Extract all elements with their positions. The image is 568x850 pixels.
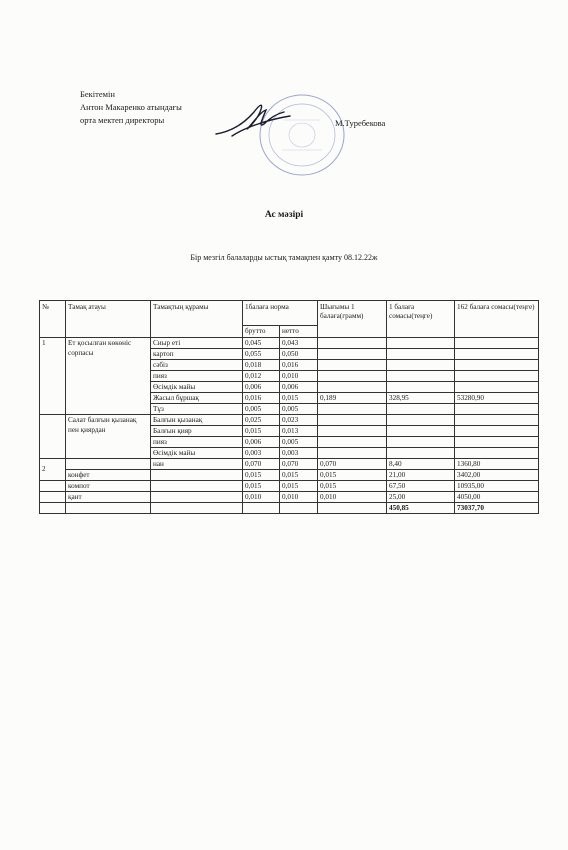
dish-name: конфет <box>66 470 151 481</box>
output-value <box>318 415 387 426</box>
gross-value: 0,010 <box>243 492 280 503</box>
price-1-value <box>387 338 455 349</box>
net-value: 0,050 <box>280 349 318 360</box>
ingredient-name: картоп <box>151 349 243 360</box>
price-162-value: 53280,90 <box>455 393 539 404</box>
price-1-value: 21,00 <box>387 470 455 481</box>
page-subtitle: Бір мезгіл балаларды ыстық тамақпен қамту 08.12.22ж <box>190 253 378 262</box>
table-row <box>40 415 539 426</box>
net-value: 0,015 <box>280 393 318 404</box>
output-value: 0,010 <box>318 492 387 503</box>
gross-value: 0,015 <box>243 481 280 492</box>
dish-number: 1 <box>40 338 66 415</box>
approval-block <box>80 88 182 127</box>
header-price-1: 1 балаға сомасы(теңге) <box>387 301 455 338</box>
table-row <box>40 481 539 492</box>
gross-value: 0,005 <box>243 404 280 415</box>
ingredient-name: Сиыр еті <box>151 338 243 349</box>
gross-value: 0,055 <box>243 349 280 360</box>
dish-name: компот <box>66 481 151 492</box>
dish-number <box>40 415 66 459</box>
ingredient-name: пияз <box>151 371 243 382</box>
gross-value: 0,045 <box>243 338 280 349</box>
ingredient-name: Балғын қияр <box>151 426 243 437</box>
dish-number: 2 <box>40 459 66 481</box>
price-162-value: 1360,80 <box>455 459 539 470</box>
output-value: 0,015 <box>318 481 387 492</box>
price-162-value <box>455 448 539 459</box>
output-value <box>318 371 387 382</box>
header-price-162: 162 балаға сомасы(теңге) <box>455 301 539 338</box>
ingredient-name: Тұз <box>151 404 243 415</box>
approval-label: Бекітемін <box>80 89 115 99</box>
dish-name <box>66 459 151 470</box>
price-1-value <box>387 426 455 437</box>
price-1-value: 328,95 <box>387 393 455 404</box>
net-value: 0,010 <box>280 371 318 382</box>
total-price-162: 73037,70 <box>455 503 539 514</box>
price-1-value: 67,50 <box>387 481 455 492</box>
gross-value: 0,006 <box>243 437 280 448</box>
price-1-value <box>387 437 455 448</box>
gross-value: 0,015 <box>243 426 280 437</box>
dish-name: қант <box>66 492 151 503</box>
net-value: 0,006 <box>280 382 318 393</box>
header-norm: 1балаға норма <box>243 301 318 326</box>
page-title: Ас мәзірі <box>264 210 304 220</box>
net-value: 0,023 <box>280 415 318 426</box>
menu-table <box>39 300 539 514</box>
ingredient-name: сәбіз <box>151 360 243 371</box>
price-1-value: 8,40 <box>387 459 455 470</box>
price-162-value <box>455 415 539 426</box>
gross-value: 0,012 <box>243 371 280 382</box>
output-value <box>318 404 387 415</box>
header-output: Шығымы 1 балаға(грамм) <box>318 301 387 338</box>
output-value <box>318 437 387 448</box>
output-value <box>318 382 387 393</box>
net-value: 0,005 <box>280 404 318 415</box>
price-162-value <box>455 371 539 382</box>
price-1-value <box>387 404 455 415</box>
dish-name: Салат балғын қызанақ пен қиярдан <box>66 415 151 459</box>
price-162-value: 3402,00 <box>455 470 539 481</box>
header-composition: Тамақтың құрамы <box>151 301 243 338</box>
price-1-value <box>387 415 455 426</box>
net-value: 0,043 <box>280 338 318 349</box>
ingredient-name <box>151 470 243 481</box>
header-gross: брутто <box>243 326 280 338</box>
net-value: 0,005 <box>280 437 318 448</box>
director-name: М.Туребекова <box>335 118 386 128</box>
price-162-value <box>455 338 539 349</box>
price-162-value: 10935,00 <box>455 481 539 492</box>
ingredient-name: Балғын қызанақ <box>151 415 243 426</box>
gross-value: 0,006 <box>243 382 280 393</box>
output-value <box>318 349 387 360</box>
price-162-value <box>455 349 539 360</box>
net-value: 0,016 <box>280 360 318 371</box>
header-num: № <box>40 301 66 338</box>
gross-value: 0,070 <box>243 459 280 470</box>
net-value: 0,070 <box>280 459 318 470</box>
output-value <box>318 338 387 349</box>
gross-value: 0,016 <box>243 393 280 404</box>
net-value: 0,003 <box>280 448 318 459</box>
net-value: 0,013 <box>280 426 318 437</box>
table-row <box>40 492 539 503</box>
price-1-value <box>387 448 455 459</box>
gross-value: 0,015 <box>243 470 280 481</box>
director-title: орта мектеп директоры <box>80 115 165 125</box>
dish-number <box>40 481 66 492</box>
net-value: 0,015 <box>280 481 318 492</box>
price-162-value <box>455 382 539 393</box>
output-value: 0,189 <box>318 393 387 404</box>
totals-row <box>40 503 539 514</box>
price-162-value <box>455 437 539 448</box>
output-value <box>318 448 387 459</box>
output-value: 0,015 <box>318 470 387 481</box>
header-dish: Тамақ атауы <box>66 301 151 338</box>
ingredient-name: нан <box>151 459 243 470</box>
ingredient-name: Өсімдік майы <box>151 448 243 459</box>
price-1-value <box>387 360 455 371</box>
net-value: 0,015 <box>280 470 318 481</box>
ingredient-name: Өсімдік майы <box>151 382 243 393</box>
ingredient-name <box>151 492 243 503</box>
school-name: Антон Макаренко атындағы <box>80 102 182 112</box>
price-162-value <box>455 426 539 437</box>
output-value <box>318 360 387 371</box>
gross-value: 0,018 <box>243 360 280 371</box>
header-row <box>40 301 539 326</box>
table-row <box>40 338 539 349</box>
net-value: 0,010 <box>280 492 318 503</box>
price-162-value: 4050,00 <box>455 492 539 503</box>
output-value: 0,070 <box>318 459 387 470</box>
price-1-value <box>387 382 455 393</box>
price-1-value: 25,00 <box>387 492 455 503</box>
gross-value: 0,025 <box>243 415 280 426</box>
total-price-1: 450,85 <box>387 503 455 514</box>
header-net: нетто <box>280 326 318 338</box>
ingredient-name: пияз <box>151 437 243 448</box>
director-signature <box>214 98 294 142</box>
output-value <box>318 426 387 437</box>
price-1-value <box>387 349 455 360</box>
gross-value: 0,003 <box>243 448 280 459</box>
table-row <box>40 459 539 470</box>
price-162-value <box>455 404 539 415</box>
table-row <box>40 470 539 481</box>
price-162-value <box>455 360 539 371</box>
dish-number <box>40 492 66 503</box>
dish-name: Ет қосылған көкөніс сорпасы <box>66 338 151 415</box>
ingredient-name <box>151 481 243 492</box>
price-1-value <box>387 371 455 382</box>
ingredient-name: Жасыл бұршақ <box>151 393 243 404</box>
